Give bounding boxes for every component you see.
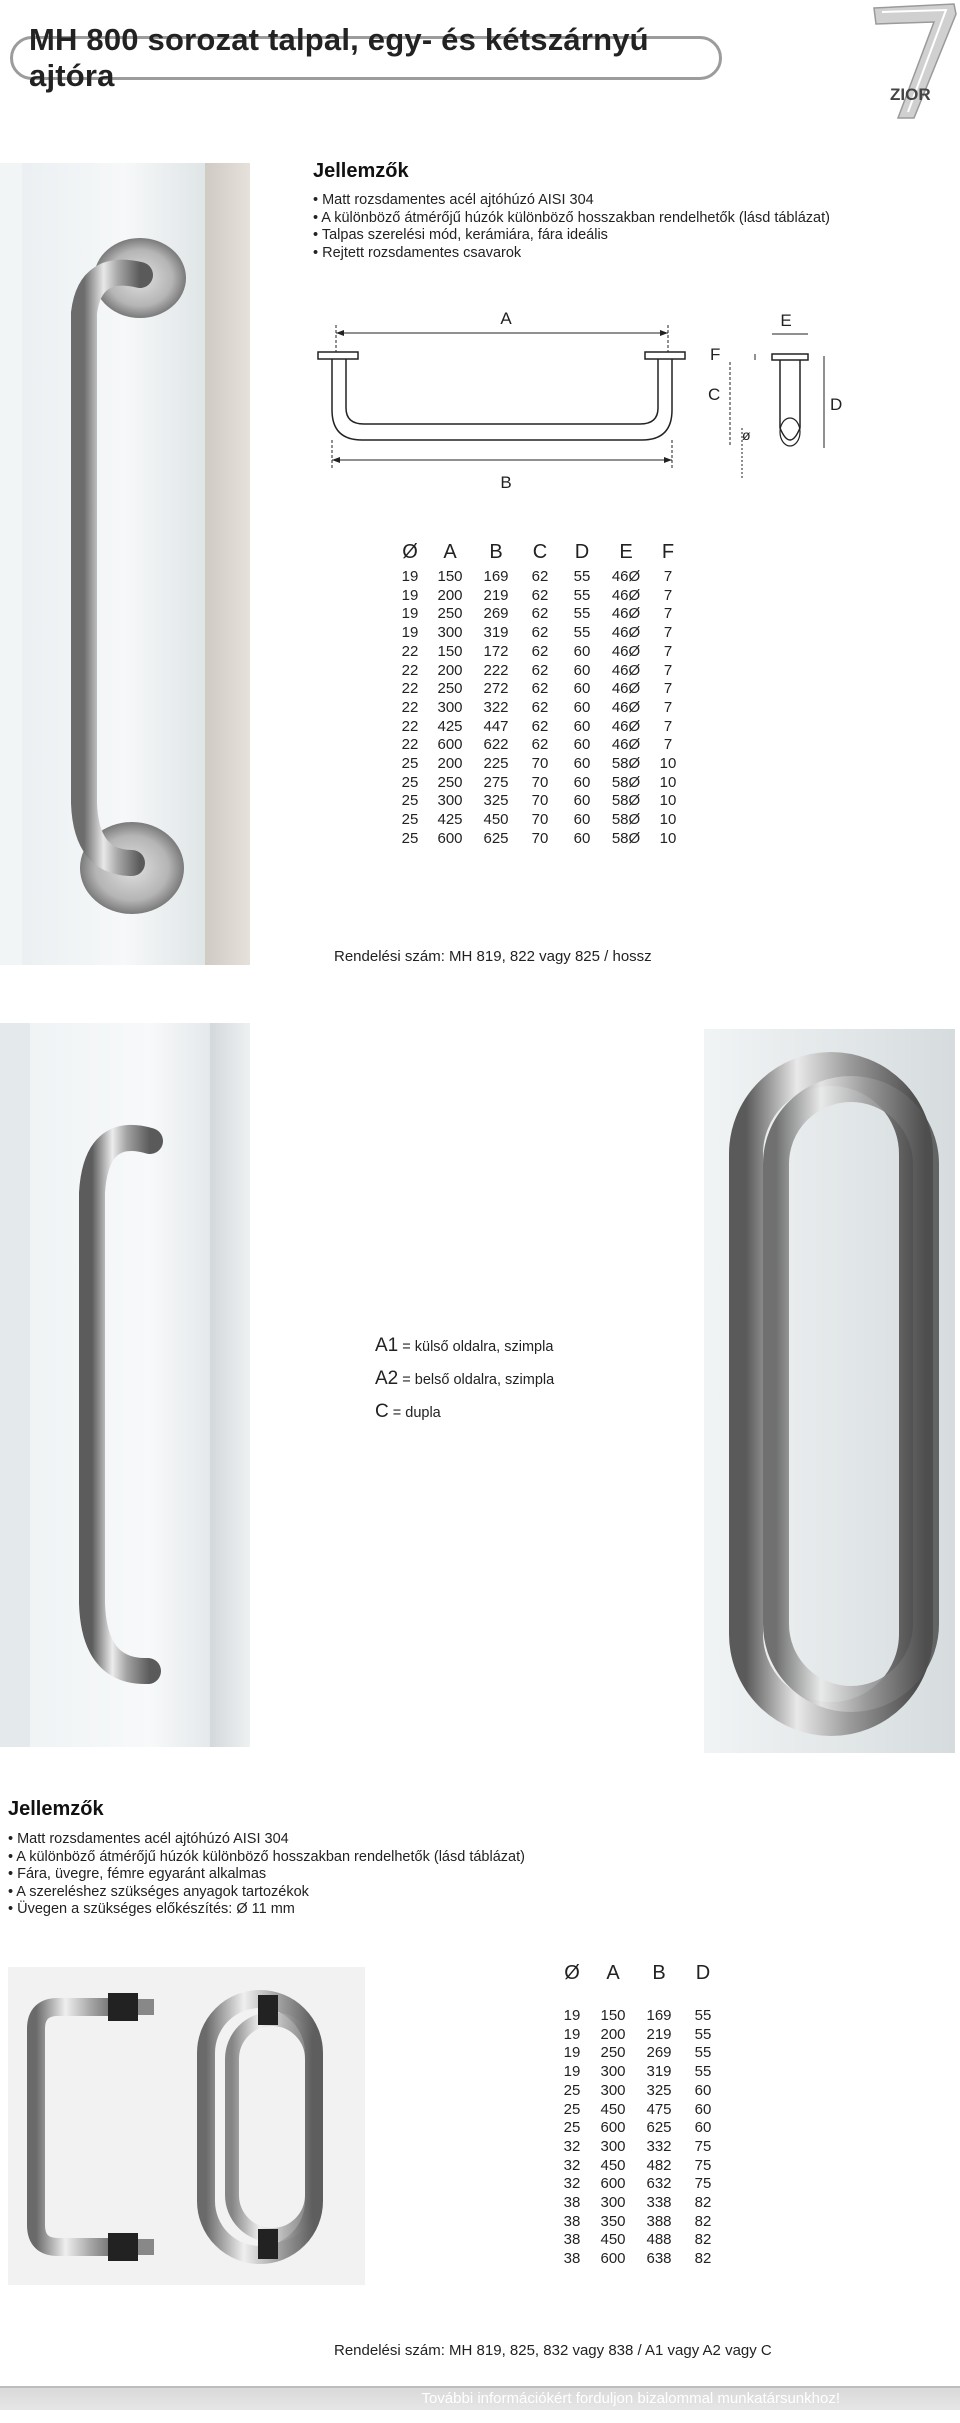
- table-cell: 7: [663, 717, 673, 735]
- table-cell: 32: [563, 2175, 581, 2193]
- table-cell: 338: [646, 2194, 672, 2212]
- table-cell: 70: [531, 792, 549, 810]
- table-cell: 55: [573, 605, 591, 623]
- table-cell: 58Ø: [611, 773, 641, 791]
- footer-bar: [0, 2386, 960, 2410]
- table-cell: 300: [437, 792, 463, 810]
- table-cell: 58Ø: [611, 811, 641, 829]
- table-cell: 82: [694, 2231, 712, 2249]
- col-header: C: [532, 541, 548, 563]
- table-row: [393, 736, 687, 755]
- table-row: [393, 718, 687, 737]
- table-row: [555, 2101, 725, 2120]
- table-body: [555, 2007, 725, 2269]
- table-cell: 19: [563, 2007, 581, 2024]
- table-cell: 200: [437, 661, 463, 679]
- table-cell: 22: [401, 642, 419, 660]
- table-row: [555, 2157, 725, 2176]
- table-cell: 300: [437, 698, 463, 716]
- page-title-text: MH 800 sorozat talpal, egy- és kétszárnyú ajtóra: [29, 22, 649, 93]
- table-cell: 219: [646, 2025, 672, 2043]
- table-cell: 625: [646, 2119, 672, 2137]
- table-cell: 622: [483, 736, 509, 754]
- table-cell: 25: [401, 829, 419, 847]
- legend-code: C: [375, 1401, 389, 1422]
- table-cell: 350: [600, 2212, 626, 2230]
- dimension-drawing: [310, 300, 850, 500]
- table-cell: 19: [563, 2044, 581, 2062]
- col-header: D: [695, 1962, 711, 1984]
- product-photo-handle-1: [0, 163, 250, 965]
- features-heading-1: Jellemzők: [313, 160, 409, 182]
- table-cell: 319: [483, 624, 509, 642]
- product-photo-handle-2: [0, 1023, 250, 1747]
- col-header: A: [443, 541, 457, 563]
- table-row: [555, 2007, 725, 2026]
- table-row: [393, 811, 687, 830]
- table-cell: 10: [659, 773, 677, 791]
- table-cell: 25: [401, 811, 419, 829]
- table-row: [555, 2231, 725, 2250]
- table-cell: 450: [600, 2156, 626, 2174]
- table-cell: 275: [483, 773, 509, 791]
- dim-label-b: B: [500, 473, 512, 492]
- page-title: [10, 22, 722, 93]
- table-cell: 62: [531, 698, 549, 716]
- table-cell: 7: [663, 642, 673, 660]
- col-header: D: [574, 541, 590, 563]
- order-number-2: Rendelési szám: MH 819, 825, 832 vagy 838 / A1 vagy A2 vagy C: [334, 2342, 772, 2359]
- table-cell: 7: [663, 568, 673, 585]
- table-cell: 10: [659, 829, 677, 847]
- table-cell: 150: [437, 642, 463, 660]
- table-cell: 10: [659, 811, 677, 829]
- table-cell: 625: [483, 829, 509, 847]
- col-header: A: [606, 1962, 620, 1984]
- table-cell: 70: [531, 829, 549, 847]
- table-row: [555, 2175, 725, 2194]
- dim-label-e: E: [780, 311, 792, 330]
- table-cell: 425: [437, 717, 463, 735]
- table-cell: 325: [483, 792, 509, 810]
- table-cell: 32: [563, 2156, 581, 2174]
- table-row: [555, 2026, 725, 2045]
- table-cell: 75: [694, 2175, 712, 2193]
- table-row: [393, 587, 687, 606]
- legend-item-a2: [375, 1370, 554, 1389]
- table-row: [393, 643, 687, 662]
- table-cell: 25: [563, 2119, 581, 2137]
- table-cell: 60: [573, 755, 591, 773]
- table-cell: 7: [663, 736, 673, 754]
- table-cell: 46Ø: [611, 642, 641, 660]
- table-cell: 46Ø: [611, 586, 641, 604]
- table-cell: 7: [663, 661, 673, 679]
- table-cell: 46Ø: [611, 736, 641, 754]
- table-cell: 62: [531, 586, 549, 604]
- feature-item: • Matt rozsdamentes acél ajtóhúzó AISI 304: [8, 1831, 289, 1847]
- table-cell: 60: [573, 698, 591, 716]
- table-cell: 250: [437, 773, 463, 791]
- table-cell: 250: [437, 680, 463, 698]
- table-row: [555, 2250, 725, 2269]
- table-cell: 7: [663, 605, 673, 623]
- legend-code: A2: [375, 1368, 399, 1389]
- table-cell: 70: [531, 773, 549, 791]
- table-body: [393, 568, 687, 849]
- table-cell: 19: [401, 605, 419, 623]
- order-number-1: Rendelési szám: MH 819, 822 vagy 825 / hossz: [334, 948, 652, 965]
- table-row: [393, 792, 687, 811]
- table-cell: 450: [483, 811, 509, 829]
- table-cell: 272: [483, 680, 509, 698]
- table-cell: 62: [531, 736, 549, 754]
- legend-code: A1: [375, 1335, 399, 1356]
- table-cell: 46Ø: [611, 624, 641, 642]
- table-row: [555, 2119, 725, 2138]
- table-cell: 62: [531, 642, 549, 660]
- table-cell: 60: [573, 661, 591, 679]
- table-cell: 169: [483, 568, 509, 585]
- table-cell: 450: [600, 2100, 626, 2118]
- table-cell: 46Ø: [611, 605, 641, 623]
- table-cell: 632: [646, 2175, 672, 2193]
- table-cell: 62: [531, 717, 549, 735]
- feature-item: • A szereléshez szükséges anyagok tartozékok: [8, 1883, 309, 1900]
- table-cell: 55: [694, 2007, 712, 2024]
- legend-text: = dupla: [388, 1405, 441, 1421]
- table-cell: 60: [694, 2081, 712, 2099]
- table-cell: 32: [563, 2137, 581, 2155]
- table-cell: 46Ø: [611, 717, 641, 735]
- dim-label-diameter: ø: [742, 427, 751, 443]
- table-cell: 38: [563, 2231, 581, 2249]
- table-cell: 62: [531, 624, 549, 642]
- table-cell: 55: [573, 624, 591, 642]
- legend-text: = külső oldalra, szimpla: [398, 1339, 554, 1355]
- col-header: E: [619, 541, 633, 563]
- table-cell: 300: [600, 2063, 626, 2081]
- handle-photo-illustration: [0, 163, 250, 965]
- table-cell: 60: [694, 2119, 712, 2137]
- table-cell: 70: [531, 811, 549, 829]
- table-cell: 200: [437, 755, 463, 773]
- table-cell: 150: [437, 568, 463, 585]
- legend-item-c: [375, 1403, 554, 1422]
- table-cell: 60: [573, 829, 591, 847]
- table-cell: 488: [646, 2231, 672, 2249]
- table-row: [555, 2082, 725, 2101]
- col-header: B: [489, 541, 503, 563]
- table-cell: 82: [694, 2212, 712, 2230]
- table-cell: 19: [563, 2025, 581, 2043]
- table-cell: 62: [531, 568, 549, 585]
- table-cell: 58Ø: [611, 829, 641, 847]
- table-cell: 19: [401, 568, 419, 585]
- table-cell: 75: [694, 2137, 712, 2155]
- table-row: [393, 680, 687, 699]
- table-cell: 46Ø: [611, 680, 641, 698]
- feature-item: • Fára, üvegre, fémre egyaránt alkalmas: [8, 1866, 267, 1882]
- legend-item-a1: [375, 1337, 554, 1356]
- table-cell: 332: [646, 2137, 672, 2155]
- table-cell: 25: [401, 792, 419, 810]
- spec-table-1: [393, 541, 687, 849]
- table-cell: 172: [483, 642, 509, 660]
- dim-label-c: C: [708, 385, 721, 404]
- table-cell: 60: [573, 773, 591, 791]
- table-row: [393, 605, 687, 624]
- table-cell: 600: [600, 2175, 626, 2193]
- col-header: Ø: [564, 1962, 580, 1984]
- table-cell: 60: [573, 811, 591, 829]
- table-cell: 250: [600, 2044, 626, 2062]
- table-cell: 75: [694, 2156, 712, 2174]
- table-cell: 22: [401, 680, 419, 698]
- table-cell: 300: [600, 2081, 626, 2099]
- table-cell: 600: [600, 2119, 626, 2137]
- feature-item: • Talpas szerelési mód, kerámiára, fára ideális: [313, 227, 608, 243]
- table-cell: 19: [563, 2063, 581, 2081]
- feature-item: • A különböző átmérőjű húzók különböző hosszakban rendelhetők (lásd táblázat): [8, 1848, 525, 1865]
- table-cell: 269: [646, 2044, 672, 2062]
- feature-item: • A különböző átmérőjű húzók különböző hosszakban rendelhetők (lásd táblázat): [313, 209, 830, 226]
- zior-logo: [868, 0, 960, 122]
- table-cell: 638: [646, 2250, 672, 2268]
- table-row: [393, 699, 687, 718]
- table-cell: 60: [573, 680, 591, 698]
- table-cell: 10: [659, 792, 677, 810]
- table-cell: 300: [600, 2194, 626, 2212]
- table-cell: 200: [600, 2025, 626, 2043]
- table-cell: 62: [531, 680, 549, 698]
- table-cell: 219: [483, 586, 509, 604]
- table-row: [393, 830, 687, 849]
- table-cell: 150: [600, 2007, 626, 2024]
- table-cell: 55: [573, 568, 591, 585]
- table-cell: 325: [646, 2081, 672, 2099]
- table-cell: 482: [646, 2156, 672, 2174]
- table-cell: 38: [563, 2212, 581, 2230]
- table-cell: 82: [694, 2250, 712, 2268]
- table-cell: 22: [401, 736, 419, 754]
- table-cell: 7: [663, 680, 673, 698]
- table-cell: 25: [401, 755, 419, 773]
- table-cell: 322: [483, 698, 509, 716]
- table-cell: 300: [437, 624, 463, 642]
- features-list-2: [8, 1831, 648, 1919]
- table-cell: 169: [646, 2007, 672, 2024]
- table-cell: 450: [600, 2231, 626, 2249]
- table-cell: 250: [437, 605, 463, 623]
- table-row: [555, 2138, 725, 2157]
- table-cell: 225: [483, 755, 509, 773]
- table-cell: 55: [694, 2025, 712, 2043]
- table-cell: 7: [663, 586, 673, 604]
- table-cell: 60: [573, 717, 591, 735]
- table-cell: 55: [694, 2063, 712, 2081]
- table-cell: 60: [573, 642, 591, 660]
- table-cell: 60: [573, 736, 591, 754]
- feature-item: • Üvegen a szükséges előkészítés: Ø 11 mm: [8, 1901, 295, 1917]
- dim-label-a: A: [500, 309, 512, 328]
- table-cell: 62: [531, 605, 549, 623]
- mounting-legend: [375, 1337, 554, 1422]
- table-cell: 70: [531, 755, 549, 773]
- table-row: [393, 774, 687, 793]
- table-cell: 22: [401, 661, 419, 679]
- table-header-row: [393, 541, 687, 568]
- table-cell: 447: [483, 717, 509, 735]
- dim-label-f: F: [710, 345, 721, 364]
- table-cell: 600: [437, 736, 463, 754]
- footer-text: További információkért forduljon bizalommal munkatársunkhoz!: [421, 2390, 840, 2407]
- table-cell: 222: [483, 661, 509, 679]
- table-cell: 300: [600, 2137, 626, 2155]
- table-cell: 38: [563, 2194, 581, 2212]
- table-cell: 62: [531, 661, 549, 679]
- table-cell: 475: [646, 2100, 672, 2118]
- table-cell: 46Ø: [611, 661, 641, 679]
- table-cell: 25: [563, 2100, 581, 2118]
- col-header: Ø: [402, 541, 418, 563]
- table-cell: 425: [437, 811, 463, 829]
- table-cell: 7: [663, 698, 673, 716]
- table-cell: 600: [600, 2250, 626, 2268]
- table-cell: 600: [437, 829, 463, 847]
- table-cell: 60: [694, 2100, 712, 2118]
- table-cell: 269: [483, 605, 509, 623]
- features-list-1: [313, 192, 953, 262]
- table-cell: 46Ø: [611, 568, 641, 585]
- table-row: [393, 624, 687, 643]
- table-cell: 19: [401, 624, 419, 642]
- logo-text: ZIOR: [890, 85, 931, 104]
- spec-table-2: [555, 1962, 725, 2269]
- col-header: B: [652, 1962, 666, 1984]
- table-row: [555, 2044, 725, 2063]
- table-cell: 7: [663, 624, 673, 642]
- table-header-row: [555, 1962, 725, 2007]
- table-cell: 58Ø: [611, 792, 641, 810]
- dim-label-d: D: [830, 395, 843, 414]
- table-cell: 10: [659, 755, 677, 773]
- table-row: [393, 662, 687, 681]
- product-photo-glass-handles: [8, 1967, 365, 2285]
- table-cell: 19: [401, 586, 419, 604]
- table-cell: 319: [646, 2063, 672, 2081]
- table-row: [393, 755, 687, 774]
- table-row: [393, 568, 687, 587]
- table-row: [555, 2213, 725, 2232]
- table-cell: 388: [646, 2212, 672, 2230]
- table-row: [555, 2194, 725, 2213]
- product-photo-handle-3: [704, 1029, 955, 1753]
- table-cell: 25: [563, 2081, 581, 2099]
- feature-item: • Rejtett rozsdamentes csavarok: [313, 244, 522, 261]
- feature-item: • Matt rozsdamentes acél ajtóhúzó AISI 304: [313, 192, 594, 208]
- table-row: [555, 2063, 725, 2082]
- table-cell: 25: [401, 773, 419, 791]
- legend-text: = belső oldalra, szimpla: [398, 1372, 555, 1388]
- table-cell: 200: [437, 586, 463, 604]
- table-cell: 82: [694, 2194, 712, 2212]
- table-cell: 46Ø: [611, 698, 641, 716]
- table-cell: 22: [401, 717, 419, 735]
- table-cell: 58Ø: [611, 755, 641, 773]
- table-cell: 55: [694, 2044, 712, 2062]
- features-heading-2: Jellemzők: [8, 1798, 104, 1820]
- table-cell: 38: [563, 2250, 581, 2268]
- col-header: F: [661, 541, 675, 563]
- table-cell: 22: [401, 698, 419, 716]
- table-cell: 55: [573, 586, 591, 604]
- table-cell: 60: [573, 792, 591, 810]
